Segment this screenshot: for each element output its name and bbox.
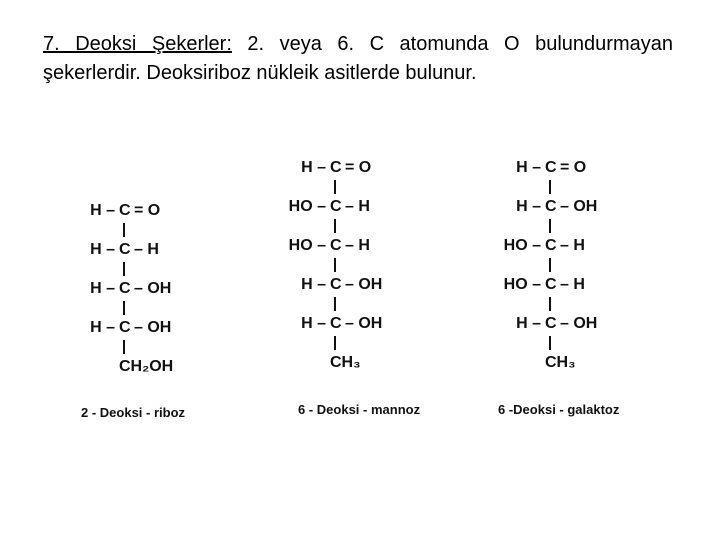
vertical-bond (334, 258, 336, 272)
vertical-bond (334, 336, 336, 350)
right-group: – H (134, 241, 159, 258)
left-group: H – (301, 159, 326, 176)
left-group: HO – (503, 276, 541, 293)
center-atom: C (545, 237, 557, 254)
center-atom: C (545, 276, 557, 293)
left-group: H – (90, 241, 115, 258)
vertical-bond (334, 219, 336, 233)
molecule-caption: 6 - Deoksi - mannoz (298, 402, 421, 417)
left-group: H – (90, 280, 115, 297)
section-body: 2. veya 6. C atomunda O bulundurmayan şekerlerdir. Deoksiriboz nükleik asitlerde bulunur. (43, 33, 673, 84)
vertical-bond (334, 297, 336, 311)
center-atom: C (119, 280, 131, 297)
right-group: – OH (134, 319, 172, 336)
center-atom: C (119, 202, 131, 219)
center-atom: C (545, 315, 557, 332)
right-group: – H (345, 198, 370, 215)
left-group: H – (516, 159, 541, 176)
right-group: = O (345, 159, 372, 176)
vertical-bond (334, 180, 336, 194)
left-group: H – (516, 315, 541, 332)
center-atom: CH₃ (330, 354, 361, 371)
left-group: H – (90, 202, 115, 219)
center-atom: C (330, 237, 342, 254)
left-group: HO – (288, 237, 326, 254)
center-atom: C (330, 315, 342, 332)
right-group: – H (560, 276, 585, 293)
left-group: H – (301, 315, 326, 332)
vertical-bond (549, 336, 551, 350)
vertical-bond (549, 297, 551, 311)
center-atom: C (330, 159, 342, 176)
vertical-bond (549, 219, 551, 233)
intro-paragraph (43, 30, 673, 88)
left-group: H – (301, 276, 326, 293)
vertical-bond (123, 223, 125, 237)
left-group: H – (90, 319, 115, 336)
vertical-bond (549, 258, 551, 272)
center-atom: C (330, 198, 342, 215)
center-atom: CH₃ (545, 354, 576, 371)
center-atom: CH₂OH (119, 358, 174, 375)
right-group: – H (345, 237, 370, 254)
vertical-bond (549, 180, 551, 194)
right-group: – H (560, 237, 585, 254)
right-group: – OH (345, 315, 383, 332)
vertical-bond (123, 301, 125, 315)
right-group: – OH (560, 198, 598, 215)
molecule-caption: 2 - Deoksi - riboz (81, 405, 186, 420)
section-heading: 7. Deoksi Şekerler: (43, 33, 232, 55)
right-group: = O (134, 202, 161, 219)
left-group: HO – (503, 237, 541, 254)
left-group: HO – (288, 198, 326, 215)
right-group: = O (560, 159, 587, 176)
center-atom: C (119, 319, 131, 336)
molecule-caption: 6 -Deoksi - galaktoz (498, 402, 620, 417)
right-group: – OH (345, 276, 383, 293)
vertical-bond (123, 340, 125, 354)
left-group: H – (516, 198, 541, 215)
right-group: – OH (560, 315, 598, 332)
center-atom: C (330, 276, 342, 293)
right-group: – OH (134, 280, 172, 297)
vertical-bond (123, 262, 125, 276)
center-atom: C (545, 198, 557, 215)
center-atom: C (119, 241, 131, 258)
center-atom: C (545, 159, 557, 176)
